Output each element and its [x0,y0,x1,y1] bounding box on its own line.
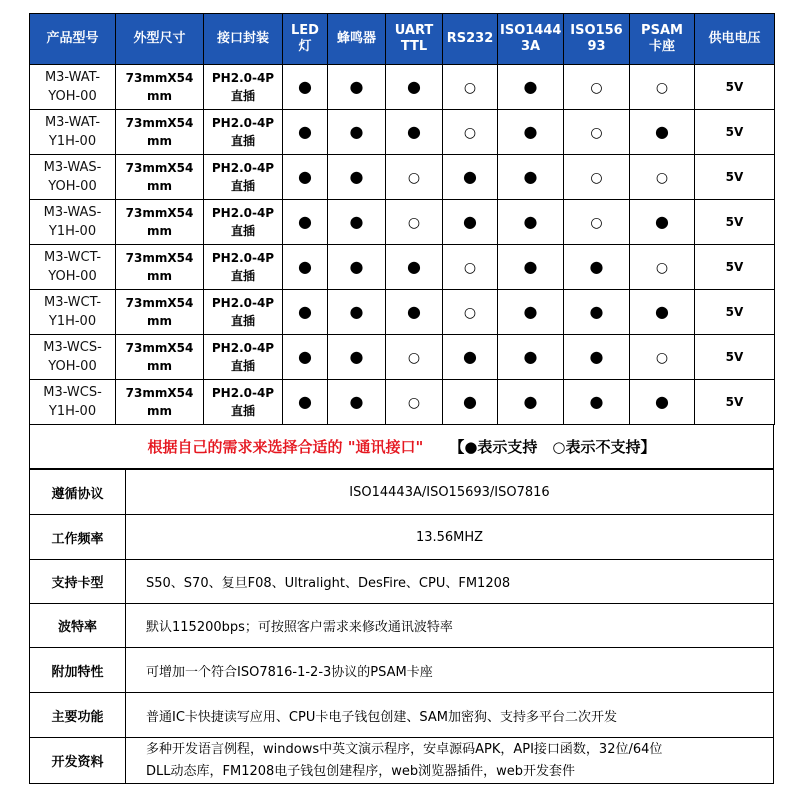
support-cell [564,290,630,335]
selection-note: 根据自己的需求来选择合适的 "通讯接口" [147,437,424,456]
supported-icon: ● [463,212,477,231]
port-cell: PH2.0-4P 直插 [204,335,283,380]
property-row [30,693,774,738]
support-cell [283,155,328,200]
size-cell: 73mmX54 mm [116,155,204,200]
header-cell: PSAM 卡座 [630,14,695,65]
properties-body [30,470,774,784]
model-cell: M3-WAS- Y1H-00 [30,200,116,245]
supported-icon: ● [589,257,604,276]
table-row [30,335,775,380]
supported-icon: ● [589,347,604,366]
voltage-cell: 5V [695,290,775,335]
supported-icon: ● [463,392,477,411]
supported-icon: ● [349,212,364,231]
support-cell [630,290,695,335]
support-cell [630,380,695,425]
header-cell: 外型尺寸 [116,14,204,65]
support-cell [328,380,386,425]
supported-icon: ● [298,77,312,96]
support-cell [630,110,695,155]
table-row [30,380,775,425]
voltage-cell: 5V [695,110,775,155]
property-value: 普通IC卡快捷读写应用、CPU卡电子钱包创建、SAM加密狗、支持多平台二次开发 [126,693,774,738]
port-cell: PH2.0-4P 直插 [204,290,283,335]
unsupported-icon: ○ [407,349,421,366]
model-spec-table [29,13,775,425]
model-cell: M3-WCS- Y1H-00 [30,380,116,425]
header-cell: ISO156 93 [564,14,630,65]
support-cell [443,155,498,200]
supported-icon: ● [463,167,477,186]
property-label: 波特率 [30,604,126,648]
unsupported-icon: ○ [463,124,477,141]
unsupported-icon: ○ [407,394,421,411]
support-cell [564,65,630,110]
support-cell [630,245,695,290]
model-cell: M3-WAT- Y1H-00 [30,110,116,155]
size-cell: 73mmX54 mm [116,65,204,110]
support-cell [443,110,498,155]
header-cell: 蜂鸣器 [328,14,386,65]
property-value: 默认115200bps；可按照客户需求来修改通讯波特率 [126,604,774,648]
property-row [30,560,774,604]
support-cell [498,380,564,425]
header-cell: 产品型号 [30,14,116,65]
header-cell: LED灯 [283,14,328,65]
model-cell: M3-WCT- YOH-00 [30,245,116,290]
support-cell [443,335,498,380]
support-cell [564,245,630,290]
table-row [30,155,775,200]
property-label: 工作频率 [30,515,126,560]
voltage-cell: 5V [695,200,775,245]
interface-legend [29,424,774,469]
supported-icon: ● [463,347,477,366]
support-cell [443,65,498,110]
model-cell: M3-WAT- YOH-00 [30,65,116,110]
unsupported-icon: ○ [407,214,421,231]
support-cell [283,335,328,380]
spec-body [30,65,775,425]
table-row [30,110,775,155]
property-row [30,515,774,560]
supported-icon: ● [655,212,669,231]
supported-icon: ● [298,212,312,231]
supported-icon: ● [655,392,669,411]
unsupported-icon: ○ [463,259,477,276]
support-cell [328,110,386,155]
unsupported-icon: ○ [590,79,603,96]
property-label: 遵循协议 [30,470,126,515]
support-cell [443,245,498,290]
supported-icon: ● [407,257,421,276]
port-cell: PH2.0-4P 直插 [204,200,283,245]
supported-icon: ● [298,257,312,276]
support-cell [498,245,564,290]
support-cell [498,110,564,155]
supported-icon: ● [523,212,538,231]
unsupported-icon: ○ [590,169,603,186]
spec-header [30,14,775,65]
header-cell: RS232 [443,14,498,65]
unsupported-icon: ○ [463,79,477,96]
voltage-cell: 5V [695,245,775,290]
support-cell [564,155,630,200]
port-cell: PH2.0-4P 直插 [204,65,283,110]
port-cell: PH2.0-4P 直插 [204,110,283,155]
unsupported-icon: ○ [655,259,669,276]
property-label: 附加特性 [30,648,126,693]
support-cell [498,200,564,245]
supported-icon: ● [523,392,538,411]
support-cell [283,380,328,425]
header-cell: UART TTL [386,14,443,65]
symbol-key: 【●表示支持 ○表示不支持】 [449,437,656,456]
support-cell [386,65,443,110]
header-cell: 接口封装 [204,14,283,65]
supported-icon: ● [298,392,312,411]
supported-icon: ● [407,122,421,141]
size-cell: 73mmX54 mm [116,200,204,245]
supported-icon: ● [589,302,604,321]
voltage-cell: 5V [695,155,775,200]
size-cell: 73mmX54 mm [116,380,204,425]
support-cell [498,290,564,335]
unsupported-icon: ○ [590,214,603,231]
support-cell [328,155,386,200]
supported-icon: ● [655,302,669,321]
property-label: 主要功能 [30,693,126,738]
supported-icon: ● [349,122,364,141]
property-value: ISO14443A/ISO15693/ISO7816 [126,470,774,515]
property-row [30,604,774,648]
table-row [30,200,775,245]
support-cell [328,65,386,110]
supported-icon: ● [523,167,538,186]
support-cell [328,290,386,335]
model-cell: M3-WCT- Y1H-00 [30,290,116,335]
supported-icon: ● [407,302,421,321]
support-cell [386,290,443,335]
support-cell [328,335,386,380]
properties-table [29,469,774,784]
size-cell: 73mmX54 mm [116,290,204,335]
voltage-cell: 5V [695,65,775,110]
support-cell [386,245,443,290]
support-cell [283,110,328,155]
supported-icon: ● [523,347,538,366]
support-cell [386,335,443,380]
support-cell [630,200,695,245]
supported-icon: ● [349,347,364,366]
supported-icon: ● [523,77,538,96]
support-cell [283,290,328,335]
port-cell: PH2.0-4P 直插 [204,155,283,200]
property-row [30,470,774,515]
support-cell [498,65,564,110]
size-cell: 73mmX54 mm [116,110,204,155]
support-cell [283,200,328,245]
support-cell [630,65,695,110]
supported-icon: ● [349,392,364,411]
table-row [30,245,775,290]
property-row [30,738,774,784]
unsupported-icon: ○ [655,169,669,186]
property-value: 13.56MHZ [126,515,774,560]
support-cell [386,380,443,425]
support-cell [283,245,328,290]
support-cell [564,335,630,380]
supported-icon: ● [298,122,312,141]
voltage-cell: 5V [695,335,775,380]
support-cell [498,155,564,200]
size-cell: 73mmX54 mm [116,335,204,380]
support-cell [630,335,695,380]
support-cell [443,200,498,245]
property-row [30,648,774,693]
supported-icon: ● [655,122,669,141]
support-cell [443,290,498,335]
header-cell: 供电电压 [695,14,775,65]
supported-icon: ● [589,392,604,411]
supported-icon: ● [523,257,538,276]
supported-icon: ● [298,167,312,186]
voltage-cell: 5V [695,380,775,425]
port-cell: PH2.0-4P 直插 [204,380,283,425]
support-cell [386,155,443,200]
support-cell [564,200,630,245]
table-row [30,65,775,110]
support-cell [386,200,443,245]
support-cell [564,110,630,155]
unsupported-icon: ○ [590,124,603,141]
support-cell [283,65,328,110]
support-cell [443,380,498,425]
supported-icon: ● [523,302,538,321]
supported-icon: ● [523,122,538,141]
property-value: S50、S70、复旦F08、Ultralight、DesFire、CPU、FM1208 [126,560,774,604]
table-row [30,290,775,335]
property-value: 可增加一个符合ISO7816-1-2-3协议的PSAM卡座 [126,648,774,693]
support-cell [630,155,695,200]
support-cell [498,335,564,380]
unsupported-icon: ○ [463,304,477,321]
property-label: 支持卡型 [30,560,126,604]
property-label: 开发资料 [30,738,126,784]
support-cell [328,245,386,290]
header-row [30,14,775,65]
model-cell: M3-WAS- YOH-00 [30,155,116,200]
supported-icon: ● [298,347,312,366]
supported-icon: ● [407,77,421,96]
header-cell: ISO1444 3A [498,14,564,65]
unsupported-icon: ○ [655,349,669,366]
size-cell: 73mmX54 mm [116,245,204,290]
model-cell: M3-WCS- YOH-00 [30,335,116,380]
supported-icon: ● [349,167,364,186]
support-cell [564,380,630,425]
support-cell [328,200,386,245]
supported-icon: ● [349,257,364,276]
property-value: 多种开发语言例程，windows中英文演示程序，安卓源码APK，API接口函数，32位/64位 DLL动态库，FM1208电子钱包创建程序，web浏览器插件，web开发套件 [126,738,774,784]
supported-icon: ● [349,302,364,321]
unsupported-icon: ○ [407,169,421,186]
support-cell [386,110,443,155]
supported-icon: ● [349,77,364,96]
port-cell: PH2.0-4P 直插 [204,245,283,290]
supported-icon: ● [298,302,312,321]
unsupported-icon: ○ [655,79,669,96]
